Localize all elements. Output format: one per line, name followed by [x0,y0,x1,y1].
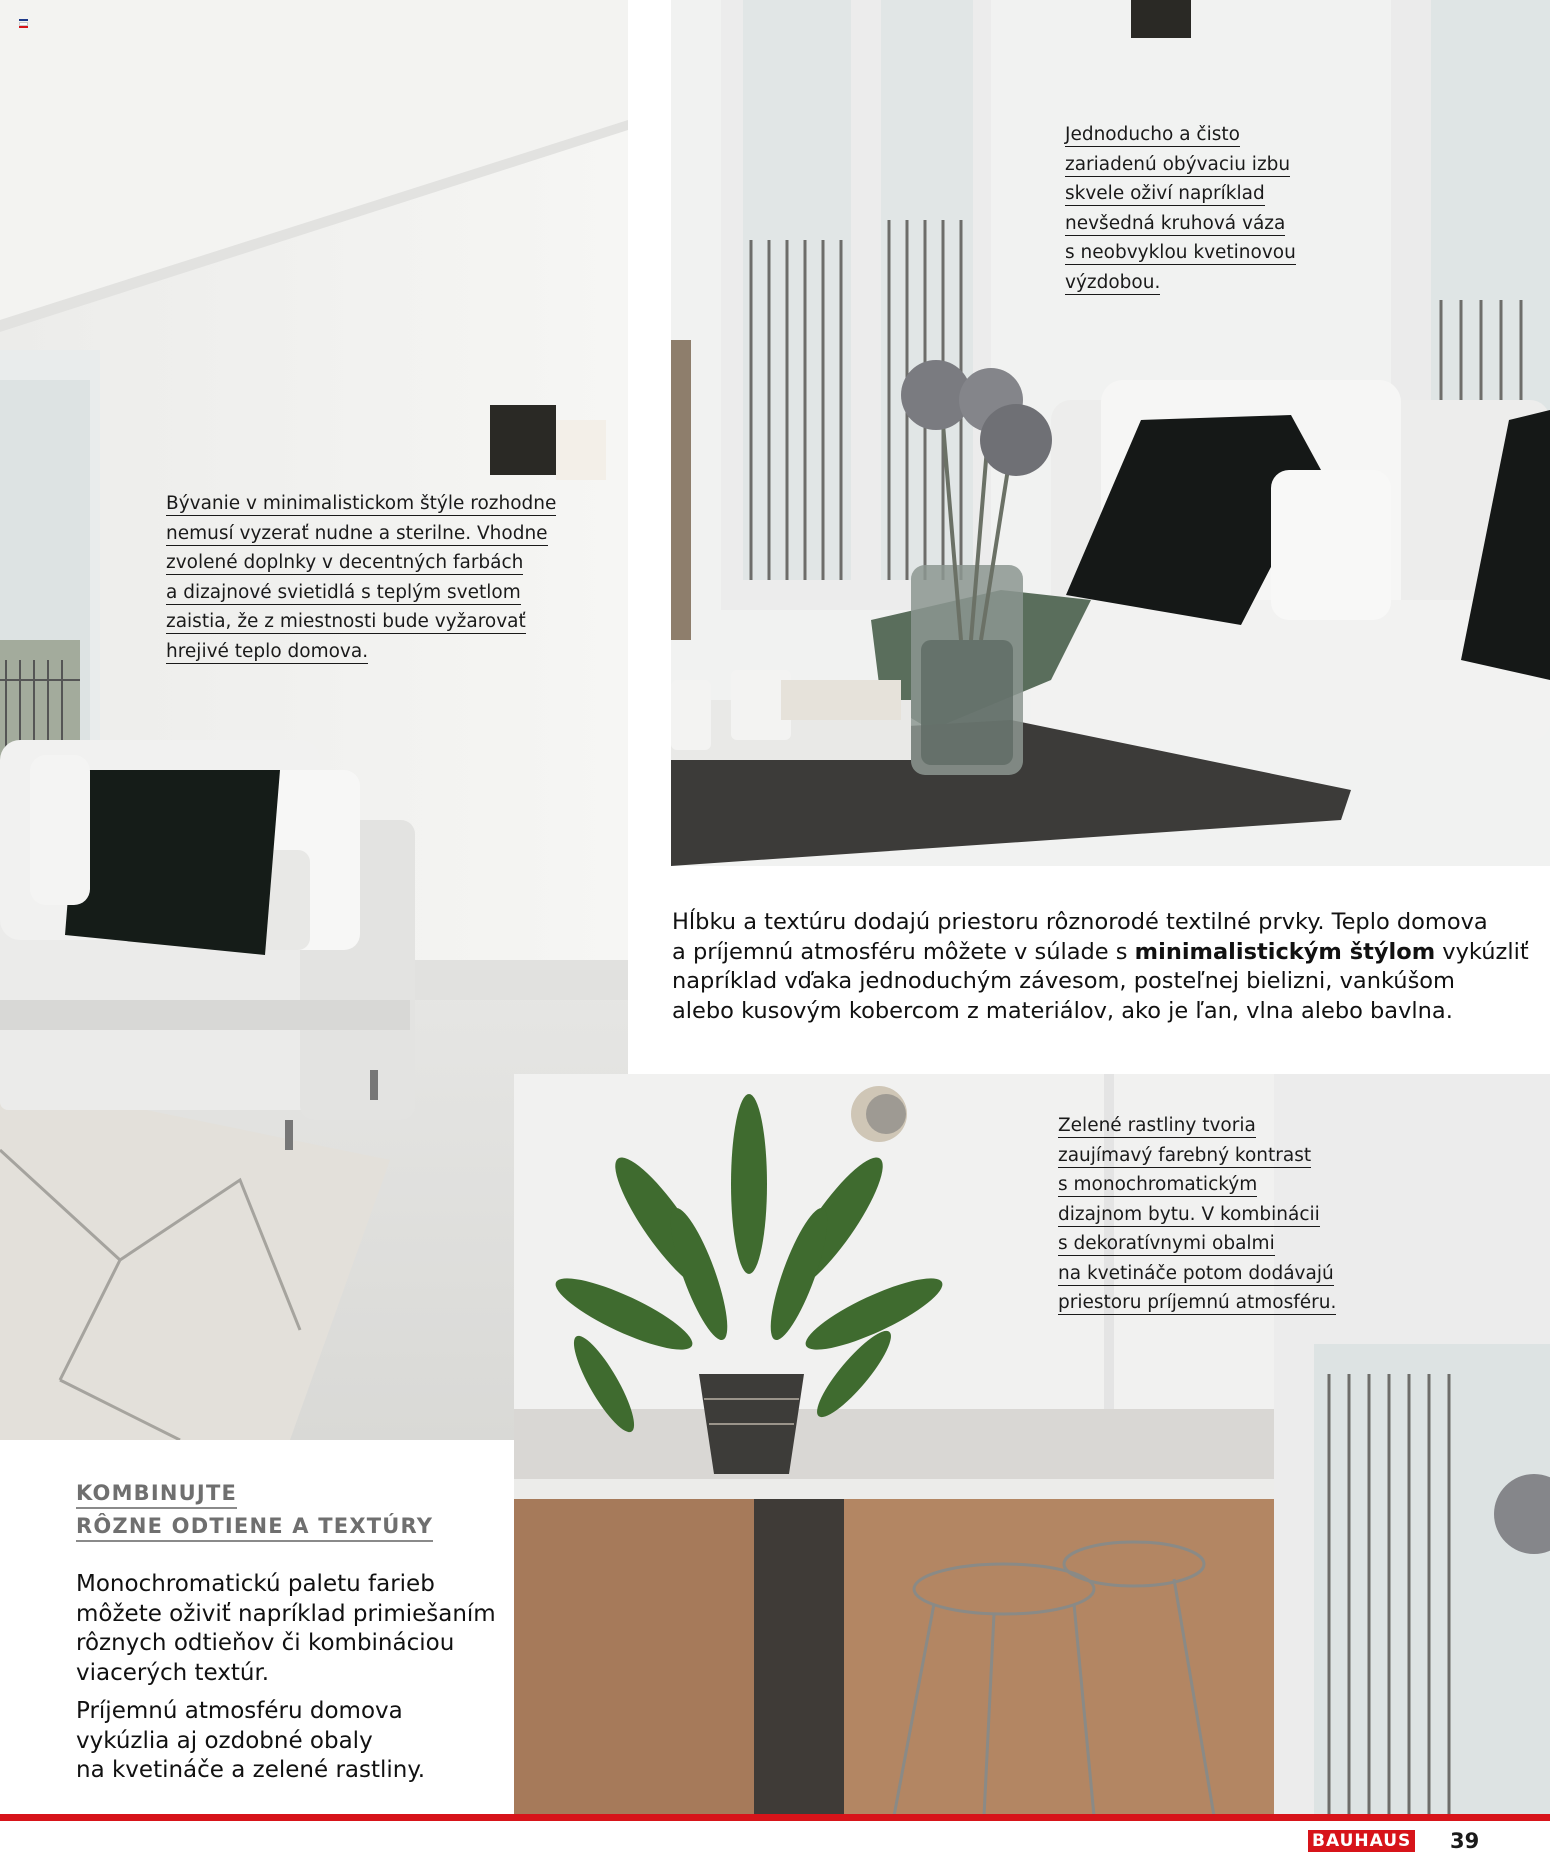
caption-line: Bývanie v minimalistickom štýle rozhodne [166,493,557,514]
paragraph-line: Monochromatickú paletu farieb [76,1571,435,1597]
heading-line: KOMBINUJTE [76,1477,433,1510]
caption-line: a dizajnové svietidlá s teplým svetlom [166,581,521,603]
caption-line: dizajnom bytu. V kombinácii [1058,1203,1320,1225]
bold-phrase: minimalistickým štýlom [1134,938,1436,965]
flag-icon [19,19,28,26]
vase-caption [1065,120,1296,297]
caption-line: výzdobou. [1065,271,1161,293]
paragraph-text: a príjemnú atmosféru môžete v súlade s [672,938,1135,965]
caption-line: Jednoducho a čisto [1065,124,1240,145]
textiles-paragraph [672,908,1529,1026]
caption-line: zvolené doplnky v decentných farbách [166,552,524,573]
footer-red-bar [0,1814,1550,1821]
caption-line: skvele oživí napríklad [1065,183,1265,204]
paragraph-line: vykúzlia aj ozdobné obaly [76,1727,373,1754]
paragraph-line: viacerých textúr. [76,1659,270,1686]
paragraph-line: môžete oživiť napríklad primiešaním [76,1600,496,1627]
paragraph-line: Hĺbku a textúru dodajú priestoru rôznorodé textilné prvky. Teplo domova [672,909,1488,935]
caption-line: zariadenú obývaciu izbu [1065,153,1291,175]
caption-line: nevšedná kruhová váza [1065,212,1286,234]
plant-kitchen-photo [514,1074,1550,1816]
plants-caption [1058,1111,1336,1318]
caption-line: s monochromatickým [1058,1174,1258,1195]
section-heading [76,1477,433,1543]
bauhaus-logo: BAUHAUS [1308,1830,1415,1852]
paragraph-line: alebo kusovým kobercom z materiálov, ako je ľan, vlna alebo bavlna. [672,997,1453,1024]
caption-line: zaistia, že z miestnosti bude vyžarovať [166,611,526,632]
caption-line: hrejivé teplo domova. [166,640,369,662]
living-room-caption [166,489,556,666]
paragraph-line: Príjemnú atmosféru domova [76,1698,403,1724]
paragraph-line: napríklad vďaka jednoduchým závesom, posteľnej bielizni, vankúšom [672,968,1455,994]
paragraph-line [672,938,1529,968]
caption-line: na kvetináče potom dodávajú [1058,1262,1334,1284]
caption-line: nemusí vyzerať nudne a sterilne. Vhodne [166,522,548,544]
paragraph-line: na kvetináče a zelené rastliny. [76,1757,426,1783]
caption-line: priestoru príjemnú atmosféru. [1058,1292,1337,1313]
caption-line: zaujímavý farebný kontrast [1058,1144,1312,1166]
paragraph-line: rôznych odtieňov či kombináciou [76,1630,455,1656]
caption-line: s dekoratívnymi obalmi [1058,1233,1275,1254]
heading-line: RÔZNE ODTIENE A TEXTÚRY [76,1510,433,1543]
section-paragraph-1 [76,1570,496,1688]
caption-line: s neobvyklou kvetinovou [1065,242,1296,263]
caption-line: Zelené rastliny tvoria [1058,1115,1256,1136]
page-number: 39 [1450,1829,1480,1853]
paragraph-text: vykúzliť [1435,938,1529,965]
section-paragraph-2 [76,1697,425,1786]
